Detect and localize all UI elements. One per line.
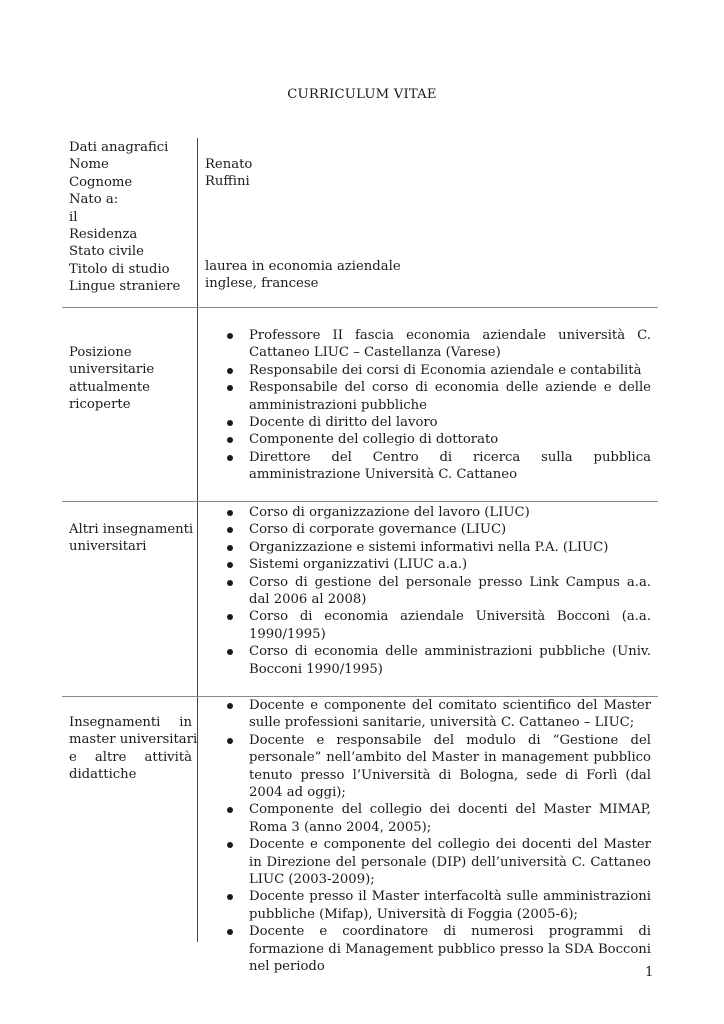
label-nato-a: Nato a:: [69, 192, 119, 208]
section-divider: [62, 501, 658, 502]
list-item: Corso di economia delle amministrazioni pubbliche (Univ. Bocconi 1990/1995): [222, 643, 651, 678]
label-il: il: [69, 209, 78, 225]
list-item: Componente del collegio dei docenti del Master MIMAP, Roma 3 (anno 2004, 2005);: [222, 801, 651, 836]
positions-label: [69, 344, 192, 414]
list-item: Docente e componente del collegio dei docenti del Master in Direzione del personale (DIP) dell’università C. Cattaneo LIUC (2003-2009);: [222, 836, 651, 888]
label-titolo-di-studio: Titolo di studio: [69, 261, 170, 277]
list-item: Docente di diritto del lavoro: [222, 414, 651, 431]
list-item: Corso di organizzazione del lavoro (LIUC): [222, 504, 651, 521]
list-item: Direttore del Centro di ricerca sulla pubblica amministrazione Università C. Cattaneo: [222, 449, 651, 484]
label-stato-civile: Stato civile: [69, 244, 144, 260]
list-item: Professore II fascia economia aziendale università C. Cattaneo LIUC – Castellanza (Varese): [222, 327, 651, 362]
list-item: Responsabile dei corsi di Economia aziendale e contabilità: [222, 362, 651, 379]
list-item: Docente presso il Master interfacoltà sulle amministrazioni pubbliche (Mifap), Università di Foggia (2005-6);: [222, 888, 651, 923]
list-item: Docente e responsabile del modulo di “Gestione del personale” nell’ambito del Master in management pubblico tenuto presso l’Università di Bologna, sede di Forlì (dal 2004 ad oggi);: [222, 732, 651, 802]
page-title: CURRICULUM VITAE: [287, 87, 437, 102]
list-item: Docente e coordinatore di numerosi programmi di formazione di Management pubblico presso la SDA Bocconi nel periodo: [222, 923, 651, 975]
master-teaching-label-line: Insegnamenti in: [69, 715, 192, 730]
value-titolo-di-studio: laurea in economia aziendale: [205, 259, 401, 274]
positions-label-line: universitarie: [69, 362, 155, 378]
section-divider: [62, 307, 658, 308]
list-item: Corso di corporate governance (LIUC): [222, 521, 651, 538]
master-teaching-label-line: didattiche: [69, 767, 137, 783]
column-divider: [197, 138, 198, 942]
list-item: Corso di economia aziendale Università Bocconi (a.a. 1990/1995): [222, 608, 651, 643]
value-nome: Renato: [205, 157, 253, 172]
master-teaching-label-line: master universitari: [69, 732, 198, 748]
personal-values: [205, 156, 655, 191]
other-teaching-label-line: Altri insegnamenti: [69, 522, 194, 537]
other-teaching-label-line: universitari: [69, 539, 147, 555]
value-lingue-straniere: inglese, francese: [205, 276, 319, 292]
list-item: Sistemi organizzativi (LIUC a.a.): [222, 556, 651, 573]
positions-label-line: Posizione: [69, 345, 132, 360]
list-item: Docente e componente del comitato scientifico del Master sulle professioni sanitarie, università C. Cattaneo – LIUC;: [222, 697, 651, 732]
label-cognome: Cognome: [69, 174, 133, 190]
list-item: Componente del collegio di dottorato: [222, 431, 651, 448]
positions-label-line: ricoperte: [69, 397, 131, 413]
value-cognome: Ruffini: [205, 174, 250, 190]
master-teaching-list: [222, 697, 651, 976]
list-item: Responsabile del corso di economia delle aziende e delle amministrazioni pubbliche: [222, 379, 651, 414]
personal-labels: [69, 139, 192, 296]
label-nome: Nome: [69, 157, 109, 173]
master-teaching-label-line: e altre attività: [69, 749, 192, 765]
master-teaching-label: [69, 714, 198, 784]
personal-values-study: [205, 258, 655, 293]
positions-list: [222, 327, 651, 484]
label-lingue-straniere: Lingue straniere: [69, 279, 181, 295]
other-teaching-list: [222, 504, 651, 678]
list-item: Organizzazione e sistemi informativi nella P.A. (LIUC): [222, 539, 651, 556]
label-residenza: Residenza: [69, 227, 138, 243]
other-teaching-label: [69, 521, 192, 556]
list-item: Corso di gestione del personale presso Link Campus a.a. dal 2006 al 2008): [222, 574, 651, 609]
label-dati-anagrafici: Dati anagrafici: [69, 140, 169, 155]
positions-label-line: attualmente: [69, 379, 150, 395]
page-number: 1: [645, 965, 654, 980]
